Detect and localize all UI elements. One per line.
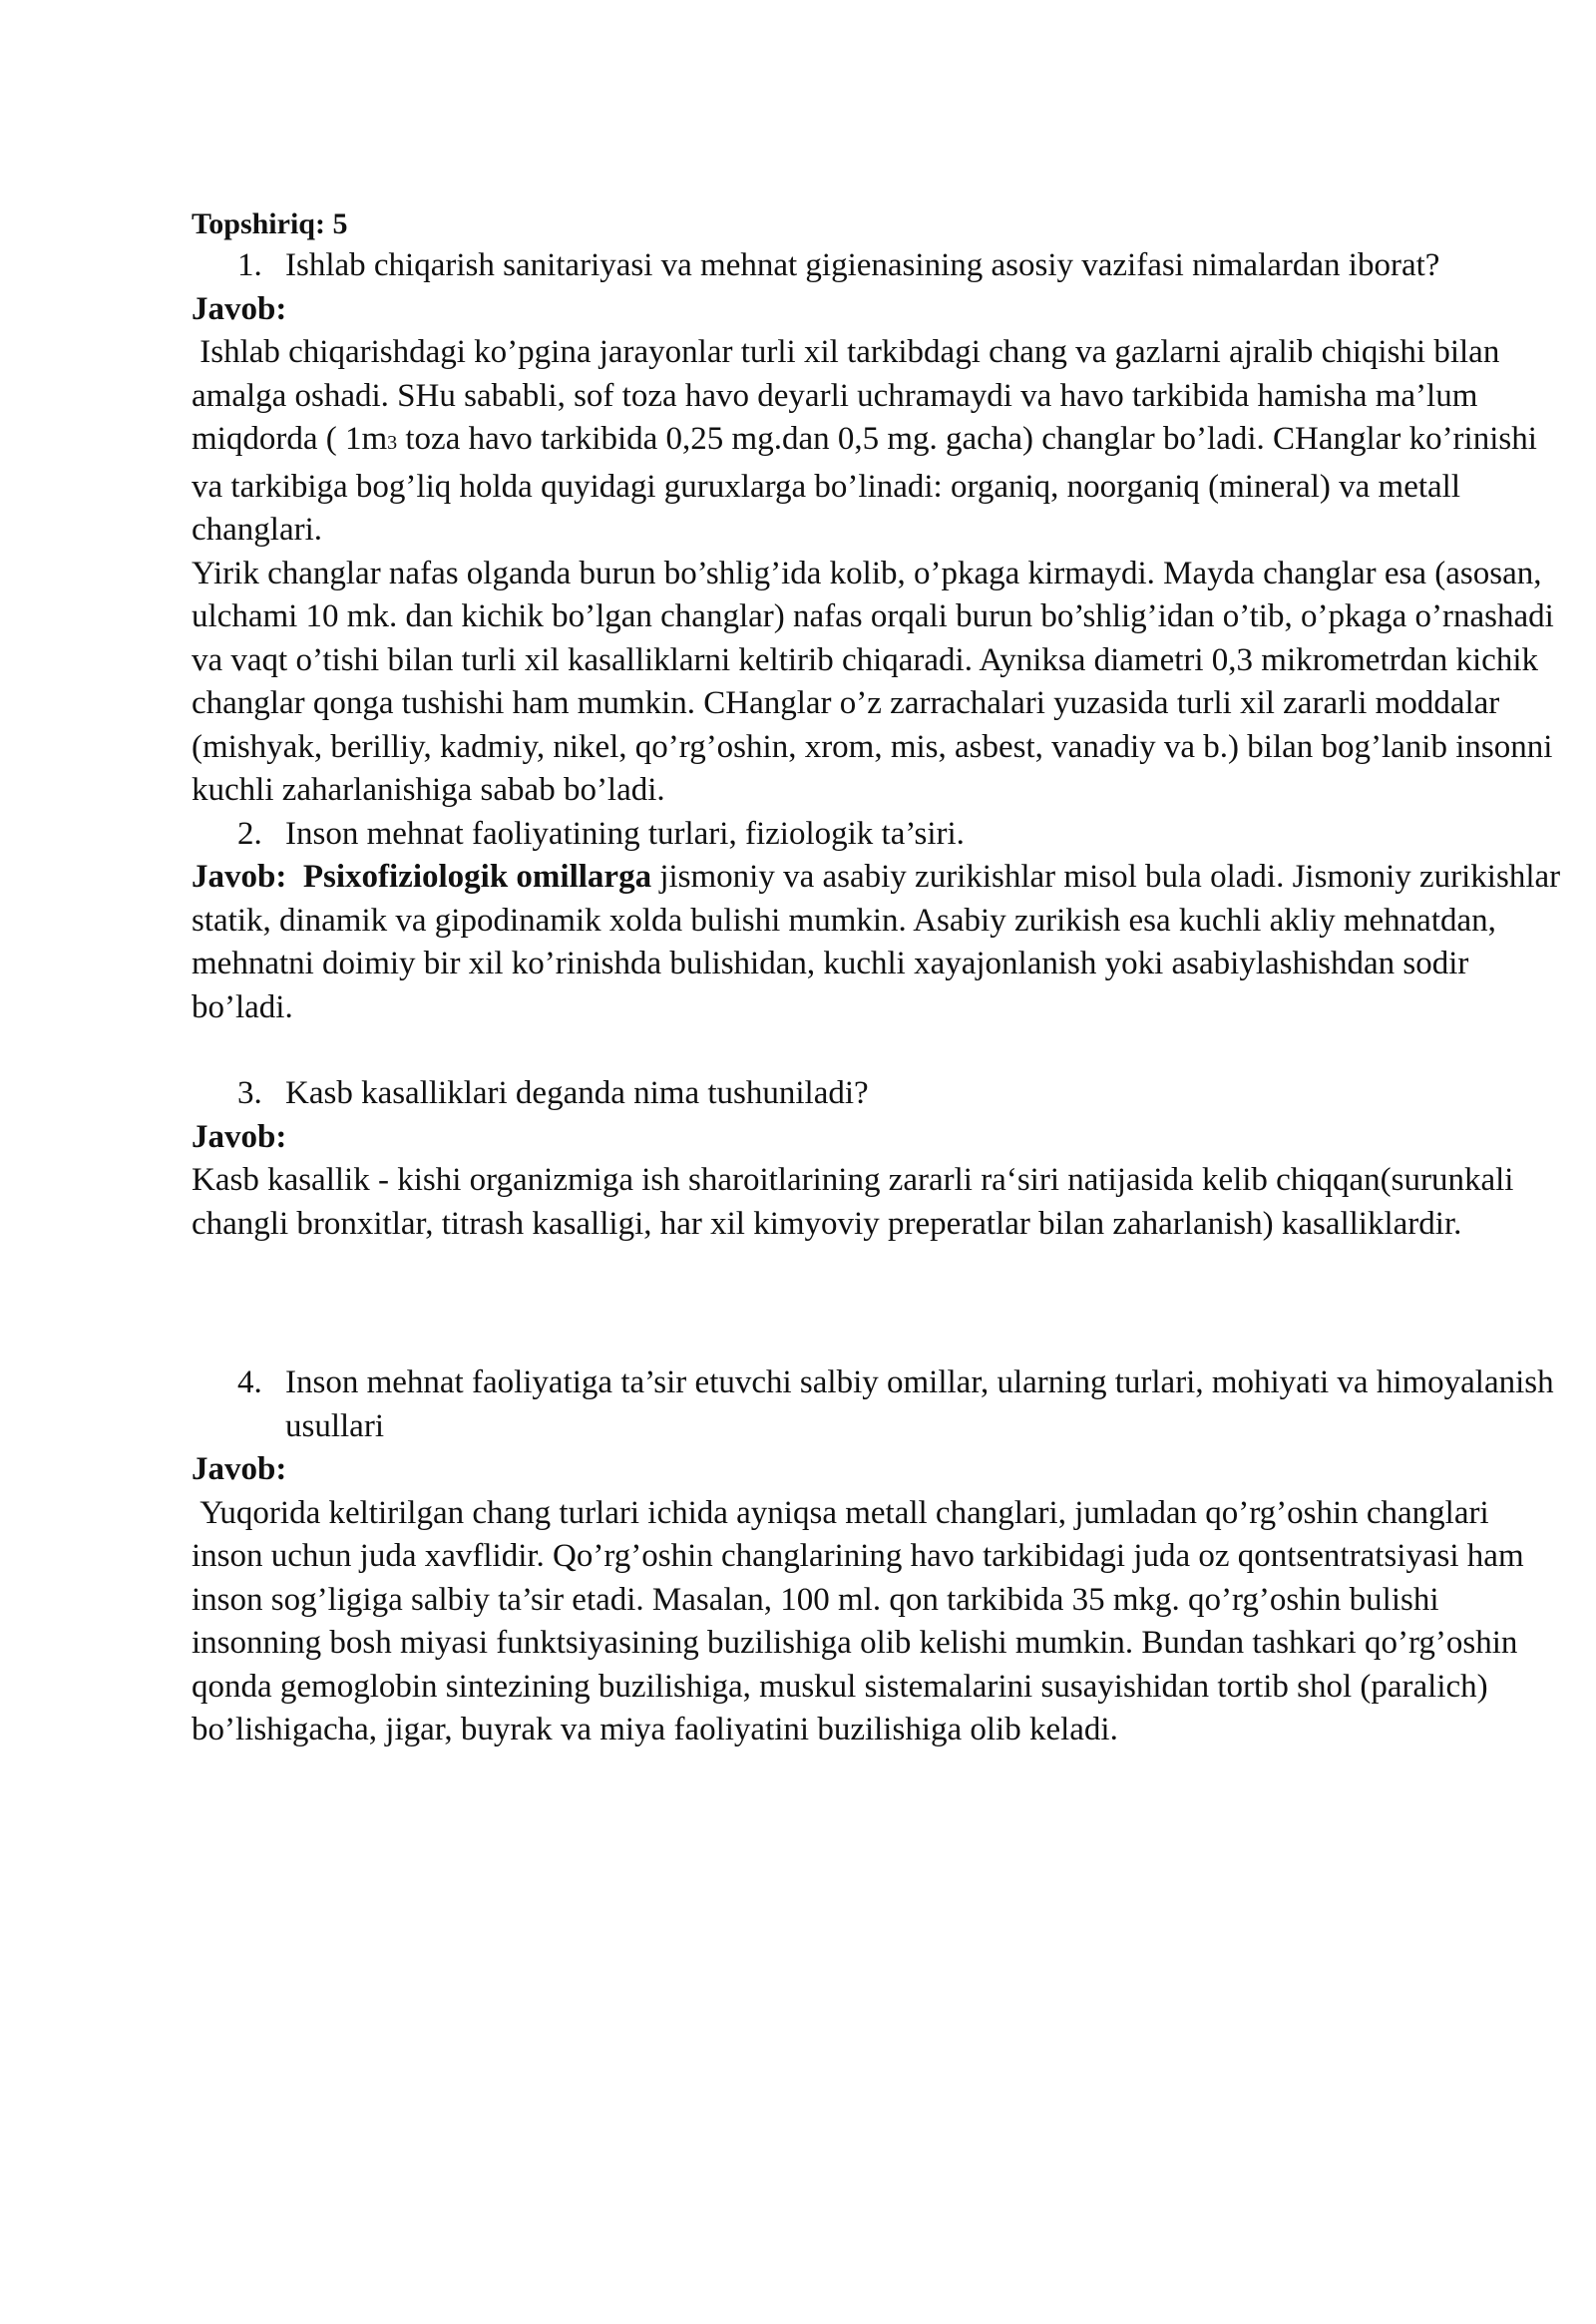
answer-label: Javob: bbox=[192, 1118, 287, 1155]
question-text: Inson mehnat faoliyatining turlari, fiziologik ta’siri. bbox=[285, 815, 965, 852]
question-number: 4. bbox=[237, 1364, 262, 1400]
question-number: 1. bbox=[237, 247, 262, 283]
answer-3-paragraph: Kasb kasallik - kishi organizmiga ish sharoitlarining zararli ra‘siri natijasida kelib chiqqan(surunkali changli bronxitlar, titrash kasalligi, har xil kimyoviy preperatlar bilan zaharlanish) kasalliklardir. bbox=[192, 1162, 1514, 1242]
document-body bbox=[192, 204, 1568, 1752]
answer-4-paragraph: Yuqorida keltirilgan chang turlari ichida ayniqsa metall changlari, jumladan qo’rg’oshin changlari inson uchun juda xavflidir. Qo’rg’oshin changlarining havo tarkibidagi juda oz qontsentratsiyasi ham inson sog’ligiga salbiy ta’sir etadi. Masalan, 100 ml. qon tarkibida 35 mkg. qo’rg’oshin bulishi insonning bosh miyasi funktsiyasining buzilishiga olib kelishi mumkin. Bundan tashkari qo’rg’oshin qonda gemoglobin sintezining buzilishiga, muskul sistemalarini susayishidan tortib shol (paralich) bo’lishigacha, jigar, buyrak va miya faoliyatini buzilishiga olib keladi. bbox=[192, 1494, 1532, 1747]
question-text: Kasb kasalliklari deganda nima tushuniladi? bbox=[285, 1075, 869, 1111]
answer-label: Javob: bbox=[192, 859, 287, 895]
page-title: Topshiriq: 5 bbox=[192, 207, 348, 240]
question-number: 3. bbox=[237, 1075, 262, 1111]
question-text: Ishlab chiqarish sanitariyasi va mehnat gigienasining asosiy vazifasi nimalardan iborat? bbox=[285, 247, 1440, 283]
answer-1-paragraph-1 bbox=[192, 331, 1568, 553]
answer-label: Javob: bbox=[192, 1451, 287, 1487]
question-2 bbox=[192, 813, 1568, 857]
question-4 bbox=[192, 1361, 1568, 1448]
question-1 bbox=[192, 244, 1568, 288]
answer-1-paragraph-2: Yirik changlar nafas olganda burun bo’shlig’ida kolib, o’pkaga kirmaydi. Mayda changlar esa (asosan, ulchami 10 mk. dan kichik bo’lgan changlar) nafas orqali burun bo’shlig’idan o’tib, o’pkaga o’rnashadi va vaqt o’tishi bilan turli xil kasalliklarni keltirib chiqaradi. Ayniksa diametri 0,3 mikrometrdan kichik changlar qonga tushishi ham mumkin. CHanglar o’z zarrachalari yuzasida turli xil zararli moddalar (mishyak, berilliy, kadmiy, nikel, qo’rg’oshin, xrom, mis, asbest, vanadiy va b.) bilan bog’lanib insonni kuchli zaharlanishiga sabab bo’ladi. bbox=[192, 555, 1554, 808]
superscript-3: 3 bbox=[387, 432, 398, 454]
answer-2-paragraph bbox=[192, 856, 1568, 1029]
question-number: 2. bbox=[237, 815, 262, 852]
question-3 bbox=[192, 1072, 1568, 1116]
question-text: Inson mehnat faoliyatiga ta’sir etuvchi salbiy omillar, ularning turlari, mohiyati va himoyalanish usullari bbox=[285, 1364, 1554, 1444]
answer-text: Ishlab chiqarishdagi ko’pgina jarayonlar turli xil tarkibdagi chang va gazlarni ajralib chiqishi bilan amalga oshadi. SHu sababli, sof toza havo deyarli uchramaydi va havo tarkibida hamisha ma’lum miqdorda ( 1m bbox=[192, 334, 1508, 457]
answer-text: toza havo tarkibida 0,25 mg.dan 0,5 mg. gacha) changlar bo’ladi. CHanglar ko’rinishi va tarkibiga bog’liq holda quyidagi guruxlarga bo’linadi: organiq, noorganiq (mineral) va metall changlari. bbox=[192, 421, 1546, 548]
bold-term: Psixofiziologik omillarga bbox=[302, 859, 652, 895]
answer-label: Javob: bbox=[192, 290, 287, 327]
answer-text: jismoniy va asabiy zurikishlar misol bula oladi. Jismoniy zurikishlar statik, dinamik va gipodinamik xolda bulishi mumkin. Asabiy zurikish esa kuchli akliy mehnatdan, mehnatni doimiy bir xil ko’rinishda bulishidan, kuchli xayajonlanish yoki asabiylashishdan sodir bo’ladi. bbox=[192, 859, 1569, 1025]
